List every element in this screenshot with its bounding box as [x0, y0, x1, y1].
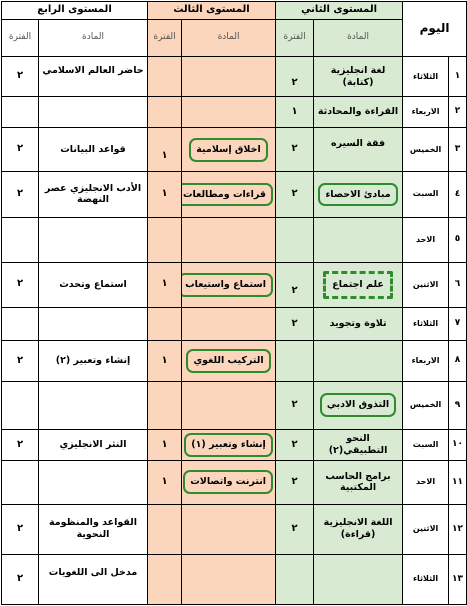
row-number: ٧ — [449, 307, 467, 340]
day-name: السبت — [403, 172, 449, 218]
level3-period: ١ — [148, 128, 182, 172]
level4-period: ٢ — [2, 128, 39, 172]
level3-period-header: الفترة — [148, 19, 182, 57]
level2-subject: اللغة الانجليزية (قراءة) — [314, 504, 403, 554]
level2-period: ٢ — [276, 460, 314, 504]
level3-subject — [182, 96, 276, 127]
level3-period — [148, 381, 182, 429]
row-number: ٨ — [449, 341, 467, 382]
level4-subject — [39, 96, 148, 127]
level4-subject-header: المادة — [39, 19, 148, 57]
level3-period: ١ — [148, 341, 182, 382]
level4-subject — [39, 381, 148, 429]
row-number: ١٢ — [449, 504, 467, 554]
table-row — [2, 128, 467, 172]
level4-period: ٢ — [2, 429, 39, 460]
level2-subject: برامج الحاسب المكتبية — [314, 460, 403, 504]
level3-subject — [182, 172, 276, 218]
level2-period: ١ — [276, 96, 314, 127]
level2-period: ٢ — [276, 57, 314, 97]
level4-subject: الأدب الانجليزي عصر النهضة — [39, 172, 148, 218]
level3-period: ١ — [148, 460, 182, 504]
level2-subject — [314, 381, 403, 429]
highlighted-subject: استماع واستيعاب — [182, 273, 274, 297]
level3-header: المستوى الثالث — [148, 2, 276, 20]
day-name: الاحد — [403, 460, 449, 504]
level3-period — [148, 504, 182, 554]
highlighted-subject: التركيب اللغوي — [186, 349, 270, 373]
day-name: الخميس — [403, 381, 449, 429]
level4-subject: حاضر العالم الاسلامي — [39, 57, 148, 97]
level3-subject — [182, 128, 276, 172]
row-number: ٩ — [449, 381, 467, 429]
level2-period: ٢ — [276, 381, 314, 429]
highlighted-subject: اخلاق إسلامية — [189, 138, 267, 162]
day-header: اليوم — [403, 2, 467, 57]
day-name: السبت — [403, 429, 449, 460]
level3-subject — [182, 57, 276, 97]
level4-period — [2, 96, 39, 127]
level3-subject — [182, 554, 276, 604]
level2-subject: النحو التطبيقي(٢) — [314, 429, 403, 460]
table-row — [2, 381, 467, 429]
level4-subject: قواعد البيانات — [39, 128, 148, 172]
level4-subject — [39, 217, 148, 262]
level4-period: ٢ — [2, 504, 39, 554]
day-name: الخميس — [403, 128, 449, 172]
level2-subject — [314, 341, 403, 382]
day-name: الثلاثاء — [403, 57, 449, 97]
highlighted-subject: قراءات ومطالعات — [182, 183, 274, 207]
table-row — [2, 341, 467, 382]
level4-header: المستوى الرابع — [2, 2, 148, 20]
table-row — [2, 57, 467, 97]
level3-subject-header: المادة — [182, 19, 276, 57]
row-number: ٤ — [449, 172, 467, 218]
day-name: الاثنين — [403, 262, 449, 307]
level2-period — [276, 217, 314, 262]
level4-period: ٢ — [2, 262, 39, 307]
level4-period — [2, 460, 39, 504]
level3-subject — [182, 429, 276, 460]
day-name: الاربعاء — [403, 341, 449, 382]
level4-subject: استماع وتحدث — [39, 262, 148, 307]
level2-period: ٢ — [276, 429, 314, 460]
table-row — [2, 460, 467, 504]
level2-period: ٢ — [276, 307, 314, 340]
level3-period — [148, 57, 182, 97]
day-name: الاحد — [403, 217, 449, 262]
level2-subject: لغة انجليزية (كتابة) — [314, 57, 403, 97]
level3-subject — [182, 504, 276, 554]
highlighted-subject: انترنت واتصالات — [183, 470, 273, 494]
level3-period — [148, 96, 182, 127]
level4-period — [2, 307, 39, 340]
table-row — [2, 96, 467, 127]
highlighted-subject: علم اجتماع — [323, 271, 393, 299]
level2-period: ٢ — [276, 504, 314, 554]
row-number: ١١ — [449, 460, 467, 504]
row-number: ٣ — [449, 128, 467, 172]
level4-subject: القواعد والمنظومة النحوية — [39, 504, 148, 554]
row-number: ٥ — [449, 217, 467, 262]
level2-period — [276, 554, 314, 604]
level3-subject — [182, 217, 276, 262]
table-row — [2, 172, 467, 218]
level2-subject — [314, 172, 403, 218]
highlighted-subject: مبادئ الاحصاء — [318, 183, 397, 207]
highlighted-subject: التذوق الادبي — [320, 393, 396, 417]
level4-subject — [39, 307, 148, 340]
level4-period-header: الفترة — [2, 19, 39, 57]
table-row — [2, 429, 467, 460]
table-row — [2, 217, 467, 262]
row-number: ١٣ — [449, 554, 467, 604]
level4-period: ٢ — [2, 57, 39, 97]
level2-period: ٢ — [276, 262, 314, 307]
level2-header: المستوى الثاني — [276, 2, 403, 20]
level4-period — [2, 217, 39, 262]
level2-subject — [314, 217, 403, 262]
level3-period: ١ — [148, 172, 182, 218]
level3-period — [148, 554, 182, 604]
row-number: ١ — [449, 57, 467, 97]
level2-period: ٢ — [276, 128, 314, 172]
level2-subject — [314, 554, 403, 604]
level3-period: ١ — [148, 429, 182, 460]
level2-subject: القراءة والمحادثة — [314, 96, 403, 127]
day-name: الاثنين — [403, 504, 449, 554]
level3-period — [148, 307, 182, 340]
level4-period: ٢ — [2, 172, 39, 218]
table-row — [2, 504, 467, 554]
level4-period: ٢ — [2, 341, 39, 382]
day-name: الاربعاء — [403, 96, 449, 127]
level2-period — [276, 341, 314, 382]
level3-period — [148, 217, 182, 262]
level4-subject: النثر الانجليزي — [39, 429, 148, 460]
level4-subject: إنشاء وتعبير (٢) — [39, 341, 148, 382]
day-name: الثلاثاء — [403, 554, 449, 604]
table-row — [2, 262, 467, 307]
day-name: الثلاثاء — [403, 307, 449, 340]
row-number: ١٠ — [449, 429, 467, 460]
level2-subject: فقة السيره — [314, 128, 403, 172]
level3-subject — [182, 460, 276, 504]
level2-subject-header: المادة — [314, 19, 403, 57]
level3-subject — [182, 341, 276, 382]
table-row — [2, 554, 467, 604]
table-row — [2, 307, 467, 340]
schedule-table — [1, 1, 467, 605]
level2-period: ٢ — [276, 172, 314, 218]
level3-period: ١ — [148, 262, 182, 307]
level3-subject — [182, 307, 276, 340]
level4-period — [2, 381, 39, 429]
highlighted-subject: إنشاء وتعبير (١) — [184, 433, 273, 457]
row-number: ٦ — [449, 262, 467, 307]
level4-subject — [39, 460, 148, 504]
level3-subject — [182, 381, 276, 429]
level2-subject: تلاوة وتجويد — [314, 307, 403, 340]
level2-period-header: الفترة — [276, 19, 314, 57]
level4-subject: مدخل الى اللغويات — [39, 554, 148, 604]
level4-period: ٢ — [2, 554, 39, 604]
row-number: ٢ — [449, 96, 467, 127]
level3-subject — [182, 262, 276, 307]
level2-subject — [314, 262, 403, 307]
